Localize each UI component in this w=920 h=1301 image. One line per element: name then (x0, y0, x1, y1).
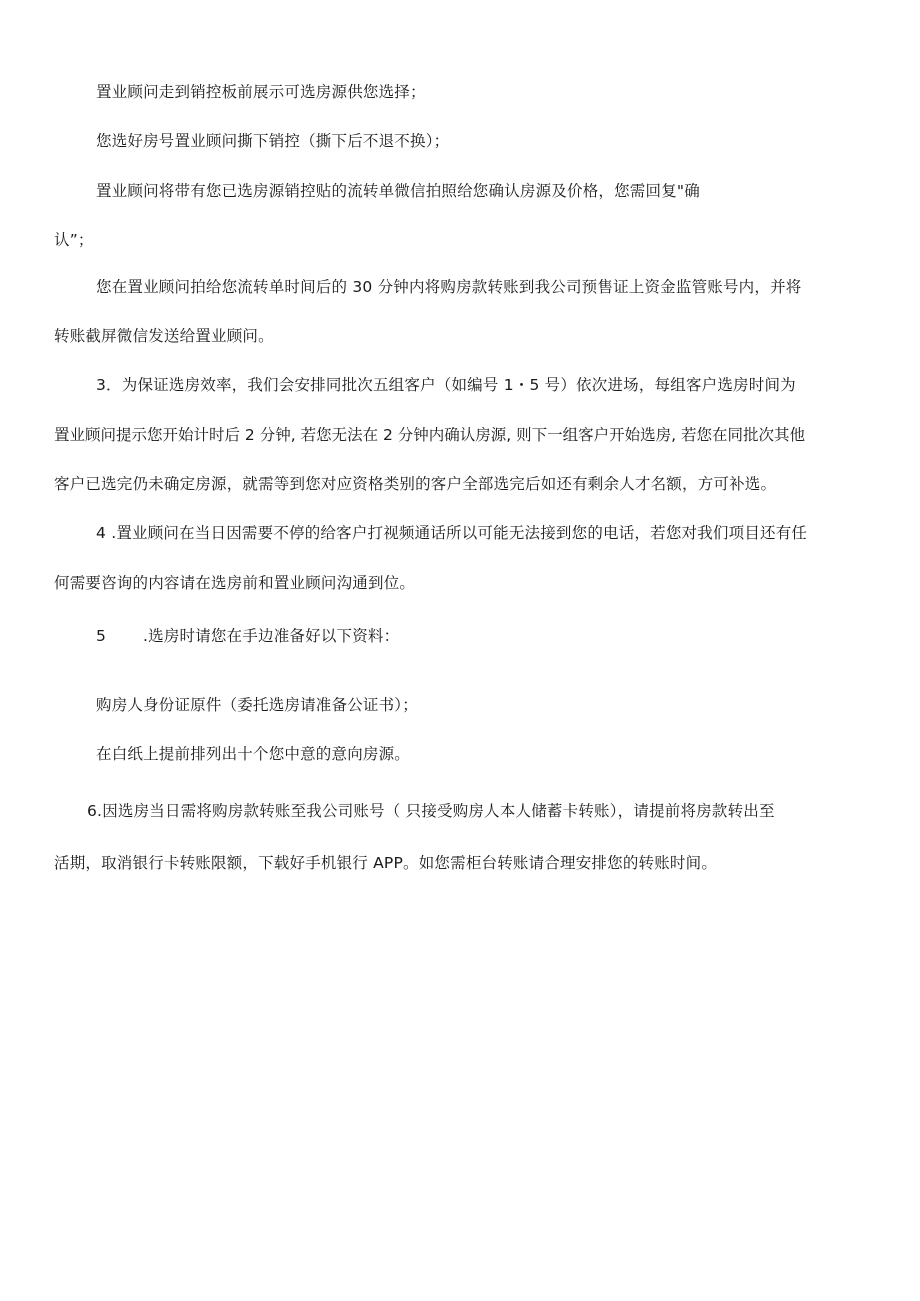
item-number-5: 5 (96, 627, 106, 645)
text-line-10: 4 .置业顾问在当日因需要不停的给客户打视频通话所以可能无法接到您的电话，若您对我们项目还有任 (96, 524, 808, 542)
text-line-9: 客户已选完仍未确定房源，就需等到您对应资格类别的客户全部选完后如还有剩余人才名额，方可补选。 (54, 475, 777, 493)
text-line-14: 在白纸上提前排列出十个您中意的意向房源。 (96, 745, 411, 763)
text-line-12: .选房时请您在手边准备好以下资料： (143, 627, 400, 645)
text-line-13: 购房人身份证原件（委托选房请准备公证书）； (96, 696, 418, 714)
text-line-8: 置业顾问提示您开始计时后 2 分钟, 若您无法在 2 分钟内确认房源, 则下一组客户开始选房, 若您在同批次其他 (54, 426, 805, 444)
text-line-4: 认”； (54, 231, 94, 249)
text-line-7: 3．为保证选房效率，我们会安排同批次五组客户（如编号 1・5 号）依次进场，每组客户选房时间为 (96, 376, 796, 394)
text-line-6: 转账截屏微信发送给置业顾问。 (54, 327, 274, 345)
text-line-5: 您在置业顾问拍给您流转单时间后的 30 分钟内将购房款转账到我公司预售证上资金监管账号内，并将 (96, 278, 802, 296)
text-line-2: 您选好房号置业顾问撕下销控（撕下后不退不换）； (96, 132, 450, 150)
text-line-11: 何需要咨询的内容请在选房前和置业顾问沟通到位。 (54, 574, 416, 592)
text-line-3: 置业顾问将带有您已选房源销控贴的流转单微信拍照给您确认房源及价格，您需回复"确 (96, 182, 700, 200)
text-line-15: 6.因选房当日需将购房款转账至我公司账号（ 只接受购房人本人储蓄卡转账），请提前将房款转出至 (87, 802, 775, 820)
text-line-1: 置业顾问走到销控板前展示可选房源供您选择； (96, 83, 426, 101)
text-line-16: 活期，取消银行卡转账限额，下载好手机银行 APP。如您需柜台转账请合理安排您的转账时间。 (54, 854, 718, 872)
